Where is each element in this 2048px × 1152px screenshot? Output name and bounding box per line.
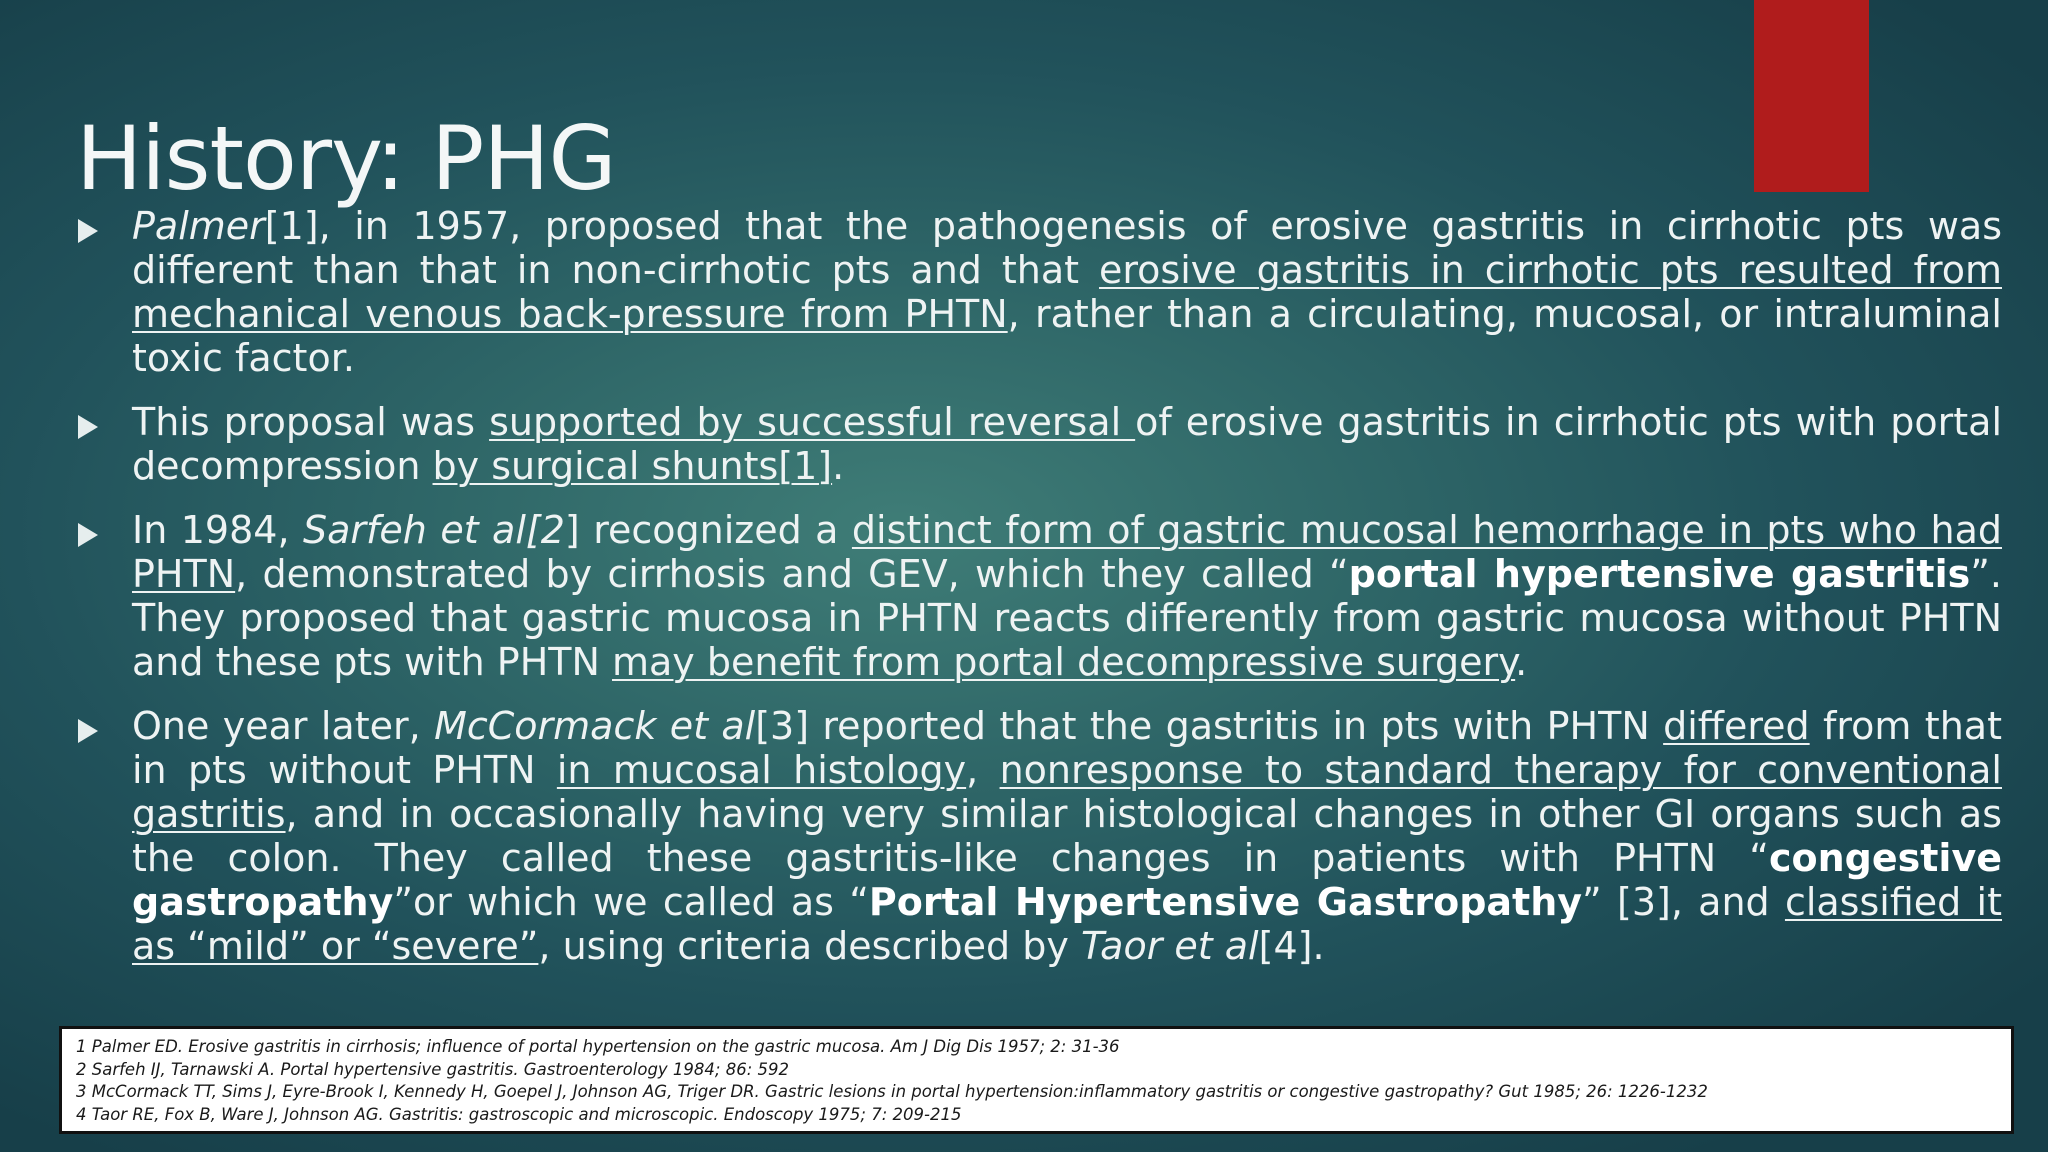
bullet-text — [132, 508, 2002, 684]
triangle-bullet-icon — [78, 523, 98, 547]
author-name: McCormack et al — [434, 704, 756, 748]
bullet-item-sarfeh — [76, 508, 2002, 684]
text-segment: ”or which we called as “ — [393, 880, 869, 924]
bullet-list — [76, 204, 2002, 988]
references-box — [59, 1026, 2014, 1134]
text-segment: , and in occasionally having very similar histological changes in other GI organs such as the colon. They called these gastritis-like changes in patients with PHTN “ — [132, 792, 2002, 880]
reference-line: 4 Taor RE, Fox B, Ware J, Johnson AG. Gastritis: gastroscopic and microscopic. Endoscopy 1975; 7: 209-215 — [76, 1104, 962, 1124]
underlined-text: in mucosal histology — [556, 748, 967, 792]
bullet-item-proposal — [76, 400, 2002, 488]
red-accent-bar — [1754, 0, 1869, 192]
text-segment: from that in pts without PHTN — [132, 704, 2002, 792]
text-segment: . — [832, 444, 845, 488]
text-segment: One year later, — [132, 704, 435, 748]
text-segment: of erosive gastritis in cirrhotic pts with portal decompression — [132, 400, 2003, 488]
bullet-text — [132, 204, 2002, 380]
underlined-text: distinct form of gastric mucosal hemorrhage in pts who had PHTN — [132, 508, 2002, 596]
underlined-text: nonresponse to standard therapy for conventional gastritis — [132, 748, 2002, 836]
emphasis-text: portal hypertensive gastritis — [1348, 552, 1971, 596]
underlined-text: supported by successful reversal — [489, 400, 1136, 444]
triangle-bullet-icon — [78, 719, 98, 743]
triangle-bullet-icon — [78, 219, 98, 243]
slide-title: History: PHG — [76, 106, 616, 210]
author-name: Taor et al — [1080, 924, 1259, 968]
text-segment: [3] reported that the gastritis in pts with PHTN — [755, 704, 1664, 748]
text-segment: ] recognized a — [564, 508, 852, 552]
bullet-text — [132, 400, 2002, 488]
reference-line: 2 Sarfeh IJ, Tarnawski A. Portal hypertensive gastritis. Gastroenterology 1984; 86: 592 — [76, 1059, 790, 1079]
text-segment: In 1984, — [132, 508, 303, 552]
text-segment: , rather than a circulating, mucosal, or intraluminal toxic factor. — [132, 292, 2002, 380]
triangle-bullet-icon — [78, 415, 98, 439]
reference-line: 3 McCormack TT, Sims J, Eyre-Brook I, Kennedy H, Goepel J, Johnson AG, Triger DR. Gastric lesions in portal hypertension:inflammatory gastritis or congestive gastropathy? Gut 1985; 26: 1226-1232 — [76, 1082, 1708, 1101]
text-segment: [1], in 1957, proposed that the pathogenesis of erosive gastritis in cirrhotic pts was different than that in non-cirrhotic pts and that — [132, 204, 2002, 292]
bullet-item-mccormack — [76, 704, 2002, 968]
text-segment: , — [966, 748, 1000, 792]
text-segment: ” [3], and — [1582, 880, 1785, 924]
text-segment: [4]. — [1258, 924, 1325, 968]
text-segment: ”. They proposed that gastric mucosa in PHTN reacts differently from gastric mucosa without PHTN and these pts with PHTN — [132, 552, 2002, 684]
underlined-text: erosive gastritis in cirrhotic pts resulted from mechanical venous back-pressure from PHTN — [132, 248, 2002, 336]
underlined-text: differed — [1663, 704, 1810, 748]
underlined-text: by surgical shunts[1] — [432, 444, 833, 488]
bullet-item-palmer — [76, 204, 2002, 380]
underlined-text: classified it as “mild” or “severe” — [132, 880, 2002, 968]
emphasis-text: congestive gastropathy — [132, 836, 2002, 924]
text-segment: . — [1515, 640, 1528, 684]
bullet-text — [132, 704, 2002, 968]
text-segment: This proposal was — [132, 400, 490, 444]
underlined-text: may benefit from portal decompressive surgery — [612, 640, 1516, 684]
reference-line: 1 Palmer ED. Erosive gastritis in cirrhosis; influence of portal hypertension on the gastric mucosa. Am J Dig Dis 1957; 2: 31-36 — [76, 1037, 1120, 1056]
emphasis-text: Portal Hypertensive Gastropathy — [868, 880, 1583, 924]
author-name: Palmer — [132, 204, 265, 248]
author-name: Sarfeh et al[2 — [303, 508, 565, 552]
text-segment: , demonstrated by cirrhosis and GEV, which they called “ — [235, 552, 1349, 596]
text-segment: , using criteria described by — [538, 924, 1081, 968]
